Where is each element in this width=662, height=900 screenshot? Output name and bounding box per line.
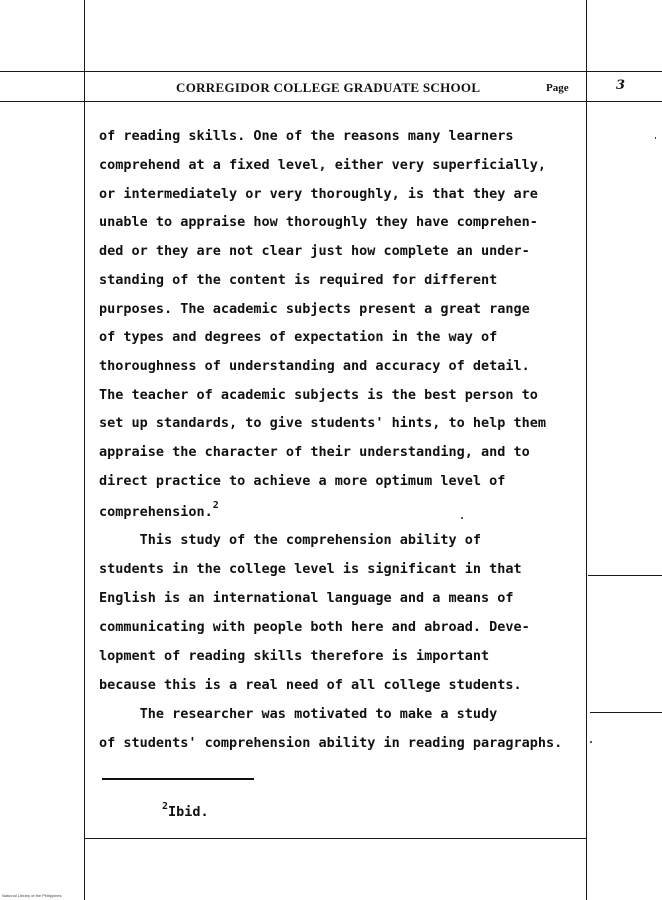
- body-line: thoroughness of understanding and accuracy of detail.: [99, 358, 530, 374]
- body-line: of students' comprehension ability in reading paragraphs.: [99, 735, 563, 751]
- bottom-frame-rule: [84, 838, 587, 839]
- body-line: [99, 500, 219, 523]
- body-line: appraise the character of their understanding, and to: [99, 444, 530, 460]
- page-number: 3: [616, 78, 626, 93]
- body-line: comprehend at a fixed level, either very superficially,: [99, 157, 547, 173]
- body-line: purposes. The academic subjects present a great range: [99, 301, 530, 317]
- body-line: students in the college level is significant in that: [99, 561, 522, 577]
- body-line: The teacher of academic subjects is the best person to: [99, 387, 538, 403]
- header-top-rule: [0, 71, 662, 72]
- body-line: English is an international language and a means of: [99, 590, 514, 606]
- body-line: This study of the comprehension ability of: [99, 532, 482, 548]
- body-line: or intermediately or very thoroughly, is that they are: [99, 186, 538, 202]
- body-line: of types and degrees of expectation in the way of: [99, 329, 498, 345]
- scan-speck: [461, 517, 463, 519]
- right-edge-mark-2: [590, 712, 662, 713]
- left-margin-rule: [84, 0, 85, 900]
- body-line: lopment of reading skills therefore is important: [99, 648, 490, 664]
- body-line: The researcher was motivated to make a study: [99, 706, 498, 722]
- body-line: direct practice to achieve a more optimum level of: [99, 473, 506, 489]
- body-line: set up standards, to give students' hints, to help them: [99, 415, 547, 431]
- right-edge-mark-1: [588, 575, 662, 576]
- citation-marker: 2: [212, 500, 219, 511]
- scan-speck: [590, 741, 592, 743]
- body-line: communicating with people both here and abroad. Deve-: [99, 619, 530, 635]
- footnote-text: Ibid.: [168, 804, 209, 820]
- footnote-marker: 2: [162, 801, 169, 812]
- body-line: unable to appraise how thoroughly they have comprehen-: [99, 214, 538, 230]
- body-line: standing of the content is required for different: [99, 272, 498, 288]
- page-label: Page: [546, 82, 569, 94]
- footnote-separator: [102, 778, 254, 780]
- header-bottom-rule: [0, 101, 662, 102]
- body-line: because this is a real need of all college students.: [99, 677, 522, 693]
- body-line-text: comprehension.: [99, 504, 213, 520]
- header-title: CORREGIDOR COLLEGE GRADUATE SCHOOL: [176, 80, 481, 95]
- right-margin-rule: [586, 0, 587, 900]
- scan-speck: [655, 137, 656, 139]
- body-line: of reading skills. One of the reasons many learners: [99, 128, 514, 144]
- archive-stamp: National Library of the Philippines: [2, 893, 62, 898]
- footnote: [162, 801, 209, 820]
- body-line: ded or they are not clear just how complete an under-: [99, 243, 530, 259]
